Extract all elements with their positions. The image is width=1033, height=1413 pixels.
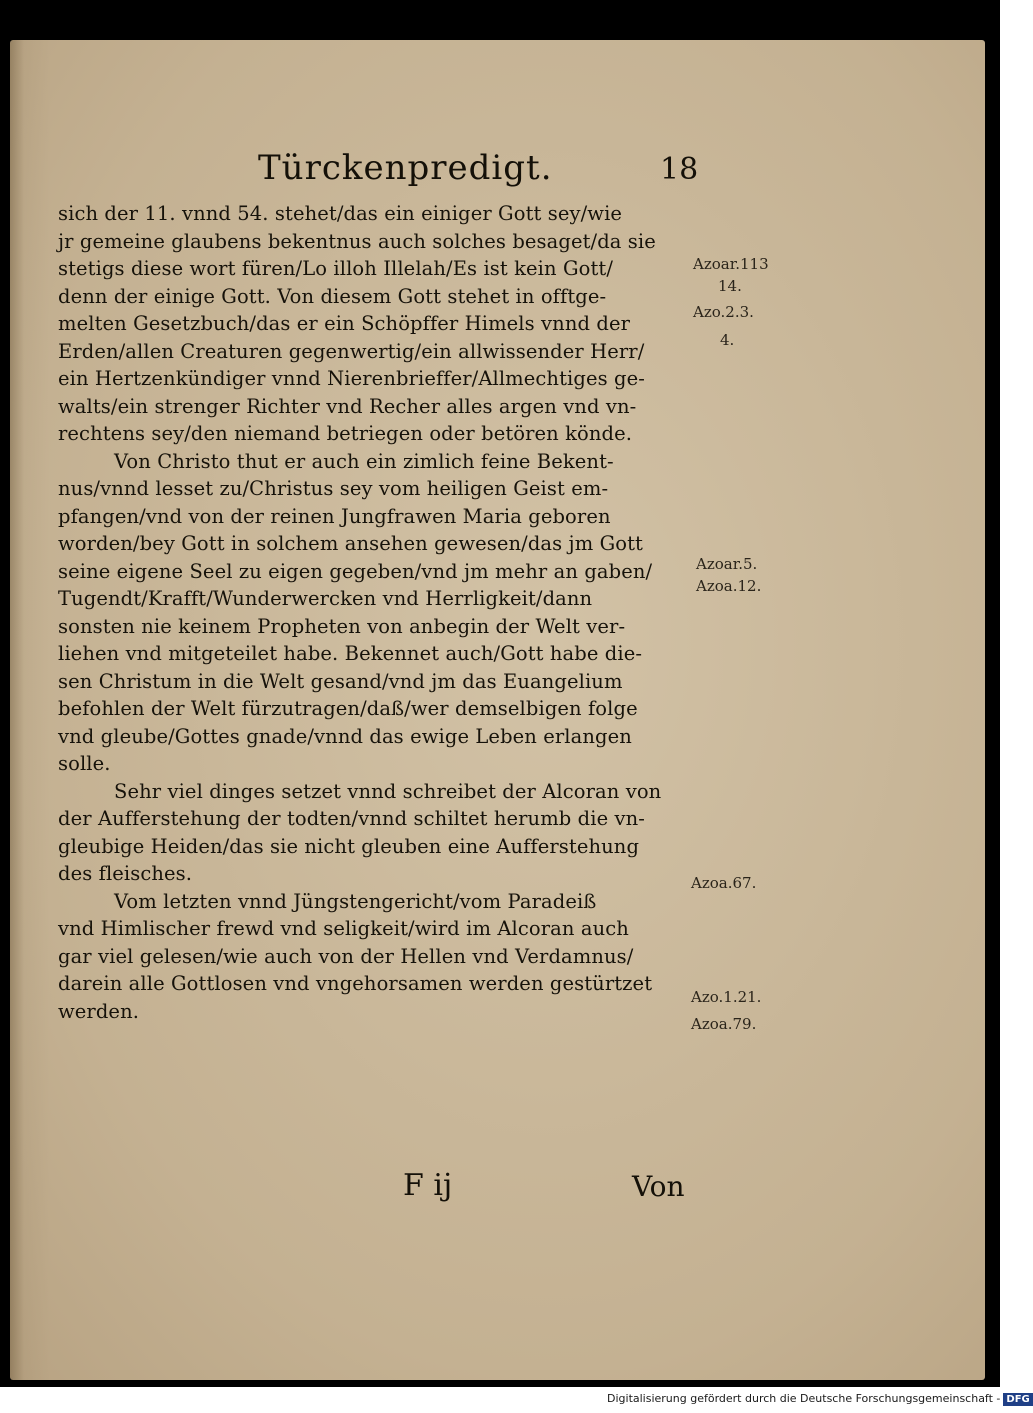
- margin-note: Azoa.12.: [696, 577, 762, 595]
- text-line: des fleisches.: [58, 862, 193, 885]
- text-line: befohlen der Welt fürzutragen/daß/wer demselbigen folge: [58, 697, 638, 720]
- text-line: Vom letzten vnnd Jüngstengericht/vom Paradeiß: [114, 889, 597, 913]
- text-line: Von Christo thut er auch ein zimlich feine Bekent-: [114, 449, 614, 473]
- text-line: Erden/allen Creaturen gegenwertig/ein allwissender Herr/: [58, 339, 645, 363]
- text-line: stetigs diese wort füren/Lo illoh Illelah/Es ist kein Gott/: [58, 257, 614, 280]
- text-line: der Aufferstehung der todten/vnnd schiltet herumb die vn-: [58, 807, 645, 830]
- text-line: denn der einige Gott. Von diesem Gott stehet in offtge-: [58, 284, 607, 308]
- text-line: darein alle Gottlosen vnd vngehorsamen werden gestürtzet: [58, 972, 653, 995]
- margin-note: Azoa.79.: [691, 1015, 757, 1033]
- funding-footer: [607, 1392, 1033, 1406]
- margin-note: Azoa.67.: [691, 874, 757, 892]
- text-line: sonsten nie keinem Propheten von anbegin der Welt ver-: [58, 614, 626, 638]
- book-page: [10, 40, 985, 1380]
- catchword: Von: [632, 1170, 685, 1203]
- text-line: worden/bey Gott in solchem ansehen gewesen/das jm Gott: [58, 532, 643, 555]
- text-line: gleubige Heiden/das sie nicht gleuben eine Aufferstehung: [58, 834, 640, 858]
- text-line: pfangen/vnd von der reinen Jungfrawen Maria geboren: [58, 504, 611, 528]
- margin-note: Azo.2.3.: [693, 303, 754, 321]
- text-line: gar viel gelesen/wie auch von der Hellen vnd Verdamnus/: [58, 944, 634, 968]
- body-text: [58, 200, 698, 1025]
- signature-mark: F ij: [403, 1168, 453, 1203]
- footer-text: Digitalisierung gefördert durch die Deutsche Forschungsgemeinschaft -: [607, 1392, 1001, 1405]
- text-line: Tugendt/Krafft/Wunderwercken vnd Herrligkeit/dann: [58, 587, 593, 610]
- margin-note: 14.: [718, 277, 742, 295]
- text-line: solle.: [58, 752, 111, 775]
- text-line: nus/vnnd lesset zu/Christus sey vom heiligen Geist em-: [58, 477, 609, 500]
- text-line: seine eigene Seel zu eigen gegeben/vnd jm mehr an gaben/: [58, 559, 653, 583]
- margin-note: Azoar.5.: [696, 555, 758, 573]
- folio-number: 18: [660, 152, 699, 187]
- text-line: walts/ein strenger Richter vnd Recher alles argen vnd vn-: [58, 394, 637, 418]
- running-title: Türckenpredigt.: [258, 148, 553, 188]
- text-line: Sehr viel dinges setzet vnnd schreibet der Alcoran von: [114, 779, 662, 803]
- text-line: sen Christum in die Welt gesand/vnd jm das Euangelium: [58, 669, 623, 693]
- text-line: rechtens sey/den niemand betriegen oder betören könde.: [58, 422, 633, 445]
- text-line: liehen vnd mitgeteilet habe. Bekennet auch/Gott habe die-: [58, 642, 643, 665]
- text-line: melten Gesetzbuch/das er ein Schöpffer Himels vnnd der: [58, 312, 631, 335]
- dfg-logo: DFG: [1003, 1393, 1032, 1406]
- text-line: vnd Himlischer frewd vnd seligkeit/wird im Alcoran auch: [58, 917, 629, 940]
- text-line: werden.: [58, 999, 140, 1023]
- margin-note: 4.: [720, 331, 735, 349]
- text-line: vnd gleube/Gottes gnade/vnnd das ewige Leben erlangen: [58, 724, 632, 748]
- text-line: jr gemeine glaubens bekentnus auch solches besaget/da sie: [58, 229, 656, 253]
- margin-note: Azo.1.21.: [691, 988, 762, 1006]
- margin-note: Azoar.113: [693, 255, 769, 273]
- text-line: sich der 11. vnnd 54. stehet/das ein einiger Gott sey/wie: [58, 202, 623, 225]
- text-line: ein Hertzenkündiger vnnd Nierenbrieffer/Allmechtiges ge-: [58, 367, 645, 390]
